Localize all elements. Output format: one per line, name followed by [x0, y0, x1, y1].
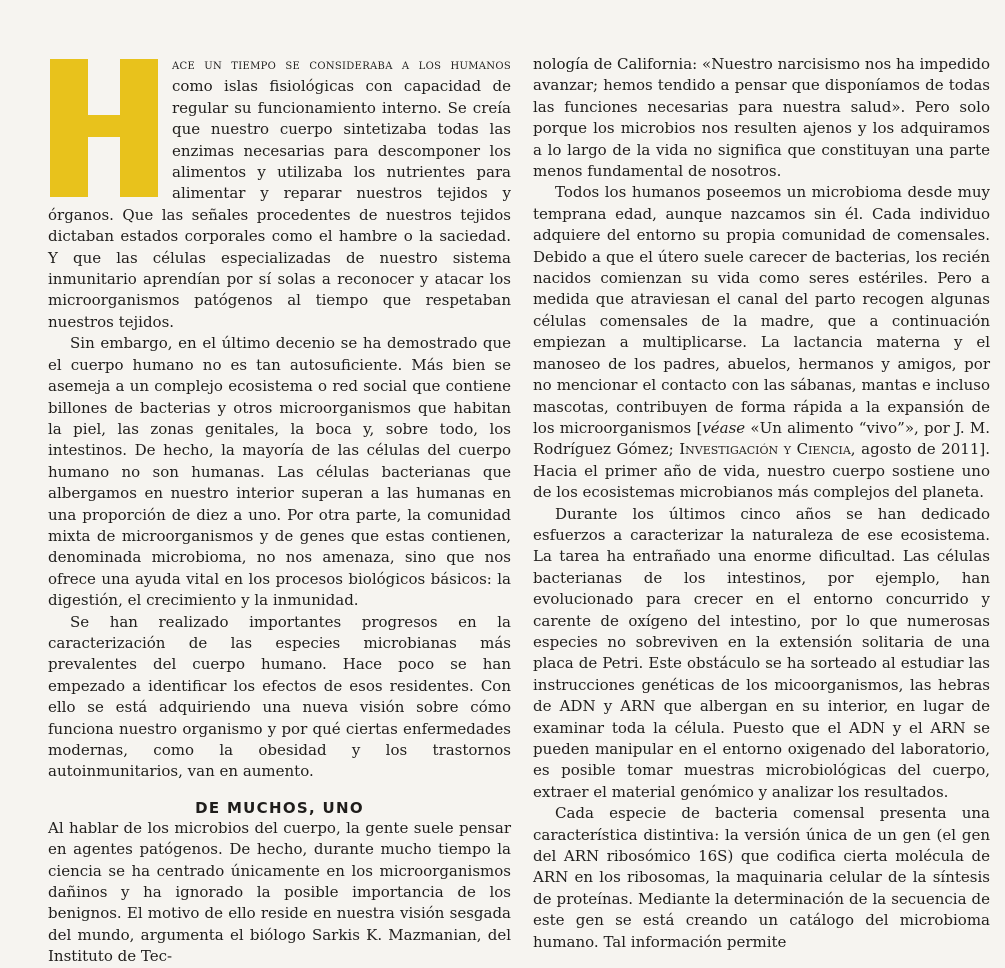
intro-text: como islas fisiológicas con capacidad de regular su funcionamiento interno. Se creía que nuestro cuerpo sintetizaba todas las enzimas necesarias para descomponer los alimentos y utilizaba los nutrientes para alimentar y reparar nuestros tejidos y órganos. Que las señales procedentes de nuestros tejidos dictaban estados corporales como el hambre o la saciedad. Y que las células especializadas de nuestro sistema inmunitario aprendían por sí solas a reconocer y atacar los microorganismos patógenos al tiempo que respetaban nuestros tejidos.: [48, 77, 511, 331]
paragraph-text: , agosto de 2011]. Hacia el primer año de vida, nuestro cuerpo sostiene uno de los ecosistemas microbianos más complejos del planeta.: [533, 440, 990, 502]
paragraph: Durante los últimos cinco años se han dedicado esfuerzos a caracterizar la naturaleza de ese ecosistema. La tarea ha entrañado una enorme dificultad. Las células bacterianas de los intestinos, por ejemplo, han evolucionado para crecer en el entorno concurrido y carente de oxígeno del intestino, por lo que numerosas especies no sobreviven en la extensión solitaria de una placa de Petri. Este obstáculo se ha sorteado al estudiar las instrucciones genéticas de los micoorganismos, las hebras de ADN y ARN que albergan en su interior, en lugar de examinar toda la célula. Puesto que el ADN y el ARN se pueden manipular en el entorno oxigenado del laboratorio, es posible tomar muestras microbiológicas del cuerpo, extraer el material genómico y analizar los resultados.: [533, 504, 990, 801]
left-column: [48, 54, 511, 968]
paragraph-text: Todos los humanos poseemos un microbioma desde muy temprana edad, aunque nazcamos sin él. Cada individuo adquiere del entorno su propia comunidad de comensales. Debido a que el útero suele carecer de bacterias, los recién nacidos comienzan su vida como seres estériles. Pero a medida que atraviesan el canal del parto recogen algunas células comensales de la madre, que a continuación empiezan a multiplicarse. La lactancia materna y el manoseo de los padres, abuelos, hermanos y amigos, por no mencionar el contacto con las sábanas, mantas e incluso mascotas, contribuyen de forma rápida a la expansión de los microorganismos [: [533, 183, 990, 437]
paragraph-continued: nología de California: «Nuestro narcisismo nos ha impedido avanzar; hemos tendido a pensar que disponíamos de todas las funciones necesarias para nuestra salud». Pero solo porque los microbios nos resulten ajenos y los adquiramos a lo largo de la vida no significa que constituyan una parte menos fundamental de nosotros.: [533, 55, 990, 181]
drop-cap-fill: [50, 59, 158, 197]
paragraph-text: «Un alimento “vivo”», por J. M. Rodríguez Gómez;: [533, 418, 990, 459]
paragraph: Al hablar de los microbios del cuerpo, la gente suele pensar en agentes patógenos. De hecho, durante mucho tiempo la ciencia se ha centrado únicamente en los microorganismos dañinos y ha ignorado la posible importancia de los benignos. El motivo de ello reside en nuestra visión sesgada del mundo, argumenta el biólogo Sarkis K. Mazmanian, del Instituto de Tec-: [48, 818, 511, 966]
see-reference-label: véase: [702, 418, 746, 437]
section-heading: DE MUCHOS, UNO: [195, 798, 364, 817]
drop-cap: [48, 57, 160, 199]
paragraph: [533, 182, 990, 503]
right-column: [533, 54, 990, 953]
journal-name: Investigación y Ciencia: [679, 440, 851, 459]
lead-in-text: ace un tiempo se consideraba a los humanos: [172, 57, 511, 73]
paragraph: Cada especie de bacteria comensal presenta una característica distintiva: la versión única de un gen (el gen del ARN ribosómico 16S) que codifica cierta molécula de ARN en los ribosomas, la maquinaria celular de la síntesis de proteínas. Mediante la determinación de la secuencia de este gen se está creando un catálogo del microbioma humano. Tal información permite: [533, 804, 990, 951]
drop-cap-h-shape: [48, 57, 160, 199]
paragraph: Sin embargo, en el último decenio se ha demostrado que el cuerpo humano no es tan autosuficiente. Más bien se asemeja a un complejo ecosistema o red social que contiene billones de bacterias y otros microorganismos que habitan la piel, las zonas genitales, la boca y, sobre todo, los intestinos. De hecho, la mayoría de las células del cuerpo humano no son humanas. Las células bacterianas que albergamos en nuestro interior superan a las humanas en una proporción de diez a uno. Por otra parte, la comunidad mixta de microorganismos y de genes que estas contienen, denominada microbioma, no nos amenaza, sino que nos ofrece una ayuda vital en los procesos biológicos básicos: la digestión, el crecimiento y la inmunidad.: [48, 334, 511, 610]
paragraph: Se han realizado importantes progresos en la caracterización de las especies microbianas más prevalentes del cuerpo humano. Hace poco se han empezado a identificar los efectos de esos residentes. Con ello se está adquiriendo una nueva visión sobre cómo funciona nuestro organismo y por qué ciertas enfermedades modernas, como la obesidad y los trastornos autoinmunitarios, van en aumento.: [48, 612, 511, 781]
